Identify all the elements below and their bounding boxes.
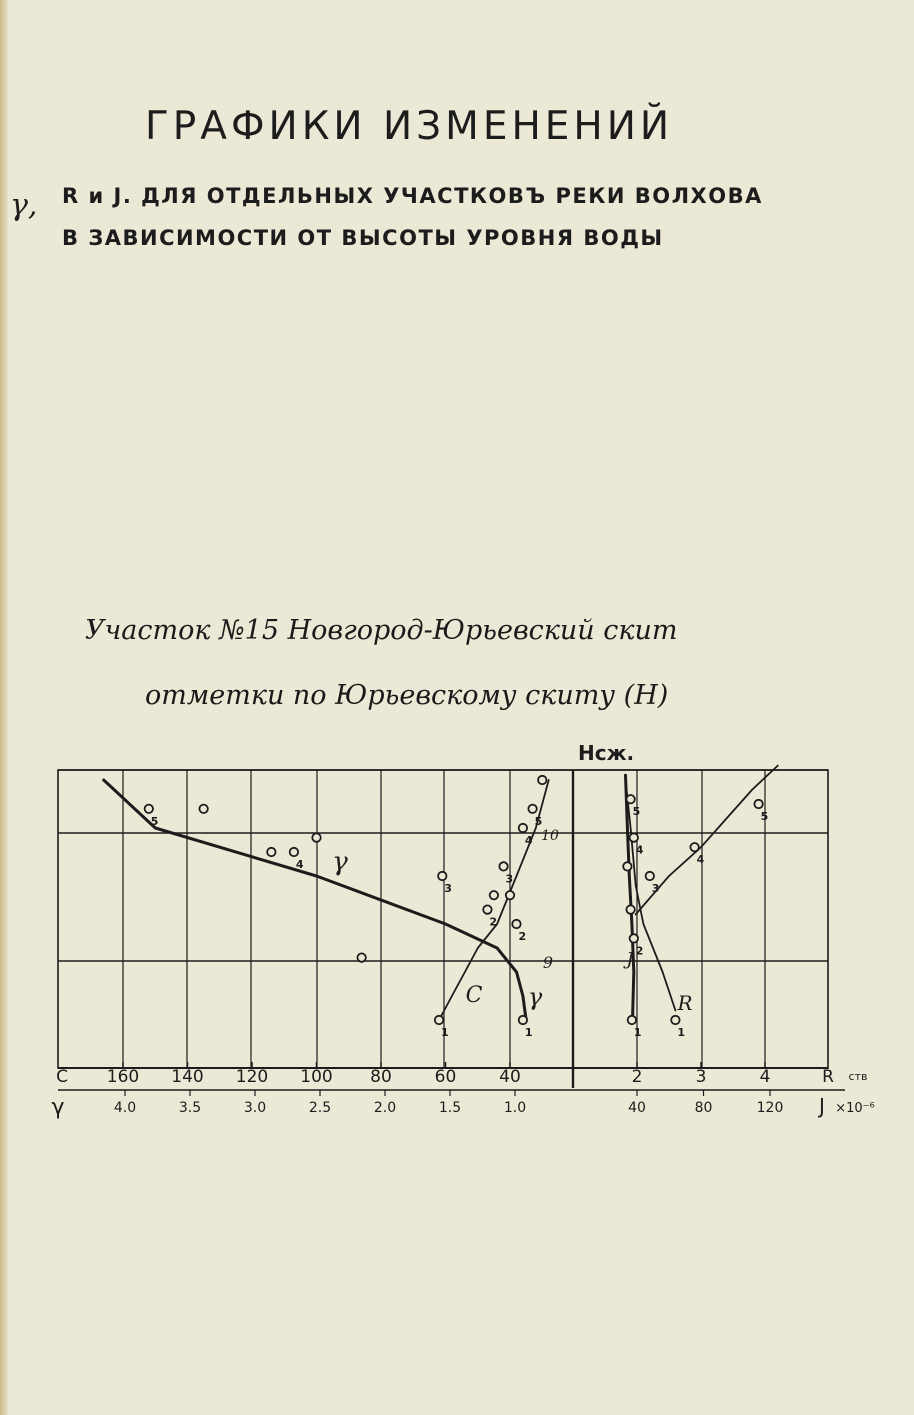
- tick-label-c-0: 160: [106, 1067, 140, 1087]
- page-title: ГРАФИКИ ИЗМЕНЕНИЙ: [145, 104, 674, 149]
- point-left-7: [490, 891, 498, 899]
- subtitle-line-2: В ЗАВИСИМОСТИ ОТ ВЫСОТЫ УРОВНЯ ВОДЫ: [62, 226, 664, 250]
- axis-unit-j: ×10⁻⁶: [835, 1101, 875, 1116]
- handwritten-line-1: Участок №15 Новгород-Юрьевский скит: [85, 615, 678, 646]
- mark-left-1: C: [465, 983, 483, 1008]
- mark-left-2: γ: [527, 983, 543, 1011]
- tick-label-gamma-6: 1.0: [503, 1100, 527, 1116]
- point-right-3: [646, 872, 654, 880]
- point-left-4: [312, 833, 320, 841]
- point-left-13: [499, 862, 507, 870]
- point-left-5: [438, 872, 446, 880]
- point-right-1: [671, 1016, 679, 1024]
- chart-frame: [58, 770, 828, 1068]
- point-right-6: [630, 833, 638, 841]
- point-right-7: [626, 795, 634, 803]
- tick-label-c-1: 140: [171, 1067, 204, 1087]
- axis-letter-gamma: γ: [51, 1095, 65, 1120]
- chart-points: [145, 776, 769, 1039]
- tick-label-c-6: 40: [499, 1067, 521, 1087]
- point-left-16: [538, 776, 546, 784]
- tick-label-gamma-3: 2.5: [308, 1100, 332, 1116]
- point-right-9: [623, 862, 631, 870]
- tick-label-j-2: 120: [756, 1100, 784, 1116]
- mark-right-0: R: [677, 991, 693, 1015]
- tick-label-j-1: 80: [694, 1100, 713, 1116]
- point-left-0: [145, 805, 153, 813]
- point-label-left-5: 3: [444, 882, 452, 895]
- y-axis-label: Нсж.: [578, 741, 635, 765]
- point-label-left-13: 3: [505, 872, 514, 886]
- point-label-left-2: 4: [295, 858, 304, 871]
- tick-label-gamma-2: 3.0: [243, 1100, 267, 1116]
- chart-ticks: [51, 741, 874, 1120]
- tick-label-gamma-1: 3.5: [178, 1100, 202, 1116]
- tick-label-c-3: 100: [300, 1067, 333, 1087]
- chart-curves: [104, 766, 778, 1020]
- point-label-left-0: 5: [150, 814, 159, 828]
- tick-label-gamma-4: 2.0: [373, 1100, 397, 1116]
- margin-note: γ,: [10, 188, 38, 223]
- axis-letter-r: R: [822, 1067, 834, 1087]
- tick-label-c-4: 80: [370, 1067, 392, 1087]
- handwritten-line-2: отметки по Юрьевскому скиту (Н): [145, 680, 669, 711]
- tick-label-c-2: 120: [235, 1067, 269, 1087]
- point-left-9: [435, 1016, 443, 1024]
- point-label-left-8: 1: [524, 1026, 533, 1039]
- tick-label-r-0: 2: [631, 1067, 643, 1087]
- point-label-left-14: 4: [524, 834, 533, 847]
- tick-label-c-5: 60: [434, 1067, 457, 1087]
- point-label-right-2: 2: [635, 944, 644, 958]
- point-right-5: [754, 800, 762, 808]
- point-label-left-15: 5: [534, 814, 543, 828]
- point-right-4: [690, 843, 698, 851]
- tick-label-gamma-5: 1.5: [438, 1100, 462, 1116]
- point-label-right-6: 4: [635, 843, 644, 857]
- mark-left-0: γ: [332, 847, 348, 877]
- axis-letter-j: J: [819, 1094, 825, 1118]
- page-edge: [0, 0, 8, 1415]
- point-left-12: [512, 920, 520, 928]
- point-left-6: [483, 905, 491, 913]
- point-right-8: [626, 905, 634, 913]
- tick-label-r-2: 4: [759, 1067, 771, 1087]
- tick-label-gamma-0: 4.0: [113, 1100, 137, 1116]
- point-left-14: [519, 824, 527, 832]
- chart: [0, 740, 914, 1140]
- mark-left-3: 9: [542, 953, 554, 972]
- point-label-right-1: 1: [677, 1026, 686, 1039]
- subtitle-line-1: R и J. ДЛЯ ОТДЕЛЬНЫХ УЧАСТКОВЪ РЕКИ ВОЛХОВА: [62, 184, 763, 208]
- point-label-left-12: 2: [518, 930, 527, 943]
- point-left-1: [199, 805, 207, 813]
- point-left-15: [528, 805, 536, 813]
- curve-left-0: [104, 780, 526, 1020]
- point-label-right-7: 5: [632, 805, 641, 819]
- axis-letter-c: C: [56, 1067, 68, 1087]
- point-label-right-5: 5: [760, 810, 769, 823]
- mark-right-1: J: [626, 949, 634, 970]
- point-right-2: [630, 934, 638, 942]
- point-left-3: [267, 848, 275, 856]
- point-left-10: [357, 953, 365, 961]
- point-label-right-4: 4: [696, 853, 705, 867]
- point-left-11: [506, 891, 514, 899]
- axis-unit-r: ств: [848, 1070, 868, 1083]
- tick-label-r-1: 3: [695, 1067, 707, 1087]
- point-label-right-0: 1: [633, 1026, 642, 1039]
- mark-left-4: 10: [541, 828, 559, 844]
- point-right-0: [628, 1016, 636, 1024]
- point-left-2: [290, 848, 298, 856]
- point-left-8: [519, 1016, 527, 1024]
- point-label-left-6: 2: [489, 915, 498, 929]
- tick-label-j-0: 40: [628, 1100, 646, 1116]
- point-label-left-9: 1: [441, 1026, 449, 1039]
- point-label-right-3: 3: [651, 882, 660, 895]
